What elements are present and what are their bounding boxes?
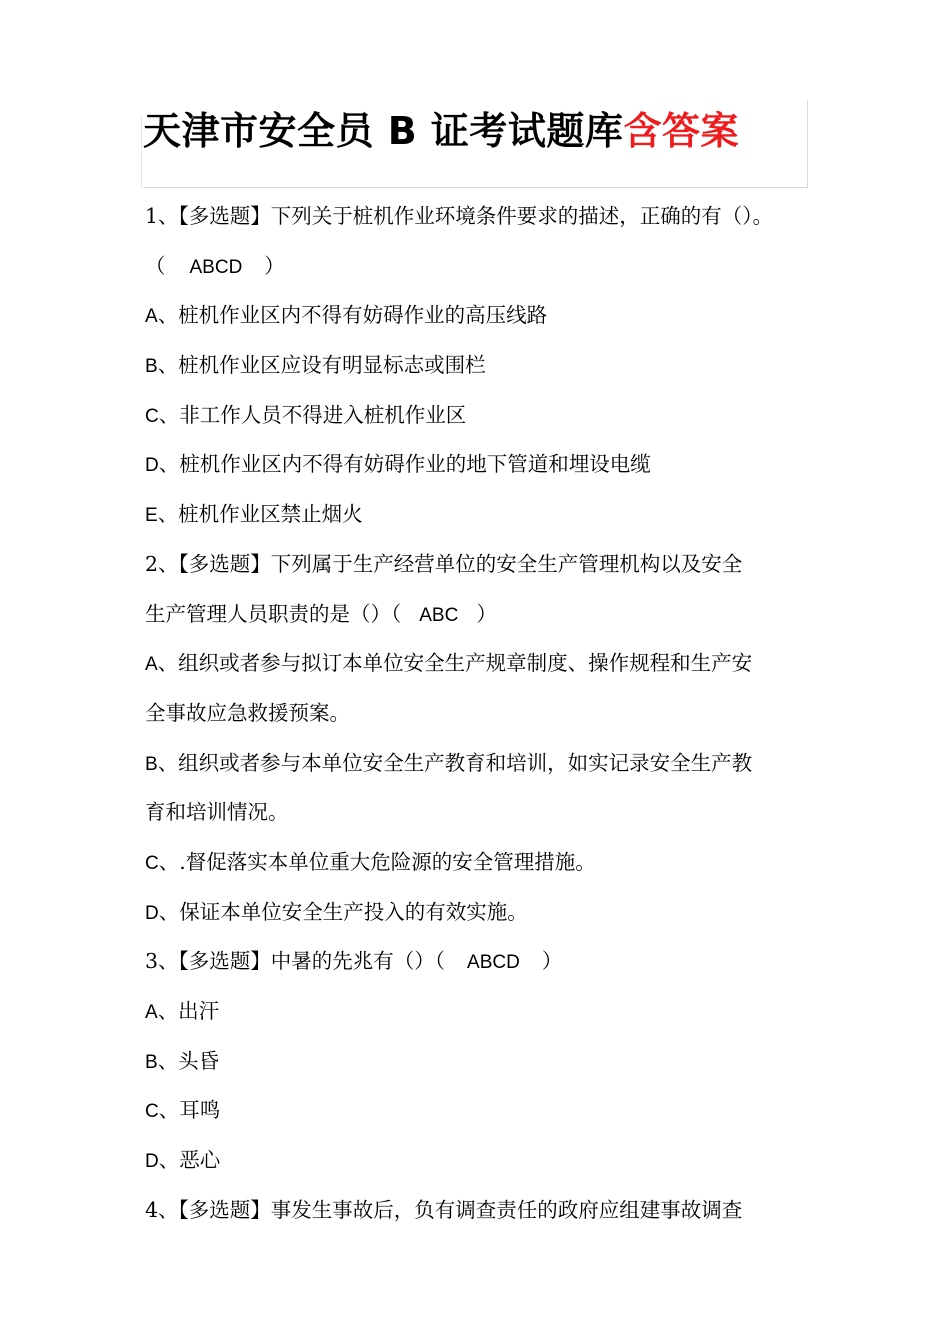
option: [145, 888, 815, 938]
question-4-stem: [145, 1186, 815, 1236]
option-cont: [145, 689, 815, 739]
line-text: 1、【多选题】下列关于桩机作业环境条件要求的描述，正确的有（）。: [145, 204, 774, 228]
question-1-answer: [145, 242, 815, 292]
answer-key: ABC: [419, 604, 459, 626]
option: [145, 739, 815, 789]
line-text: 、桩机作业区应设有明显标志或围栏: [157, 353, 486, 378]
question-3-stem: [145, 937, 815, 987]
answer-key: ABCD: [467, 952, 520, 974]
option-letter: B: [145, 356, 158, 378]
line-text: 2、【多选题】下列属于生产经营单位的安全生产管理机构以及安全: [145, 551, 743, 576]
line-text: ）: [541, 949, 563, 974]
option: [145, 391, 815, 441]
option-letter: D: [145, 455, 159, 477]
line-text: 4、【多选题】事发生事故后，负有调查责任的政府应组建事故调查: [145, 1197, 743, 1222]
option: [145, 341, 815, 391]
line-text: 、出汗: [157, 999, 220, 1023]
option: [145, 490, 815, 540]
line-text: 、桩机作业区禁止烟火: [157, 502, 363, 527]
option: [145, 1037, 815, 1087]
option-letter: E: [145, 505, 158, 527]
option-letter: C: [145, 1101, 159, 1123]
option-letter: A: [145, 654, 158, 676]
line-text: 、.督促落实本单位重大危险源的安全管理措施。: [158, 849, 596, 874]
option-cont: [145, 788, 815, 838]
option-letter: A: [145, 306, 158, 328]
line-text: 、耳鸣: [158, 1098, 221, 1123]
title-accent: 含答案: [623, 109, 739, 153]
line-text: （: [145, 253, 166, 278]
option-letter: C: [145, 405, 159, 427]
option: [145, 838, 815, 888]
line-text: 生产管理人员职责的是（）（: [145, 601, 402, 626]
line-text: 3、【多选题】中暑的先兆有（）（: [145, 949, 446, 974]
line-text: 、组织或者参与本单位安全生产教育和培训，如实记录安全生产教: [157, 750, 753, 775]
question-list: [145, 192, 815, 1235]
option: [145, 1086, 815, 1136]
line-text: ）: [476, 601, 497, 626]
line-text: 、非工作人员不得进入桩机作业区: [158, 402, 467, 427]
line-text: 、头昏: [157, 1048, 220, 1073]
option: [145, 1136, 815, 1186]
line-text: 、保证本单位安全生产投入的有效实施。: [158, 899, 528, 924]
line-text: 全事故应急救援预案。: [145, 700, 350, 725]
line-text: 、组织或者参与拟订本单位安全生产规章制度、操作规程和生产安: [157, 651, 753, 676]
option-letter: A: [145, 1002, 158, 1023]
option: [145, 987, 815, 1037]
question-2-stem: [145, 540, 815, 590]
title-main: 天津市安全员 B 证考试题库: [143, 109, 624, 153]
title-box: [143, 100, 808, 188]
line-text: ）: [264, 253, 285, 278]
option: [145, 291, 815, 341]
option-letter: B: [145, 1051, 158, 1073]
question-1-stem: [145, 192, 815, 242]
option-letter: D: [145, 1151, 159, 1173]
line-text: 育和培训情况。: [145, 800, 289, 825]
page-title: [143, 108, 739, 154]
option-letter: C: [145, 852, 159, 874]
answer-key: ABCD: [189, 256, 243, 278]
option: [145, 639, 815, 689]
option: [145, 440, 815, 490]
line-text: 、桩机作业区内不得有妨碍作业的地下管道和埋设电缆: [158, 452, 651, 477]
line-text: 、恶心: [158, 1148, 221, 1173]
line-text: 、桩机作业区内不得有妨碍作业的高压线路: [157, 303, 548, 328]
option-letter: B: [145, 753, 158, 775]
option-letter: D: [145, 902, 159, 924]
question-2-stem-cont: [145, 590, 815, 640]
